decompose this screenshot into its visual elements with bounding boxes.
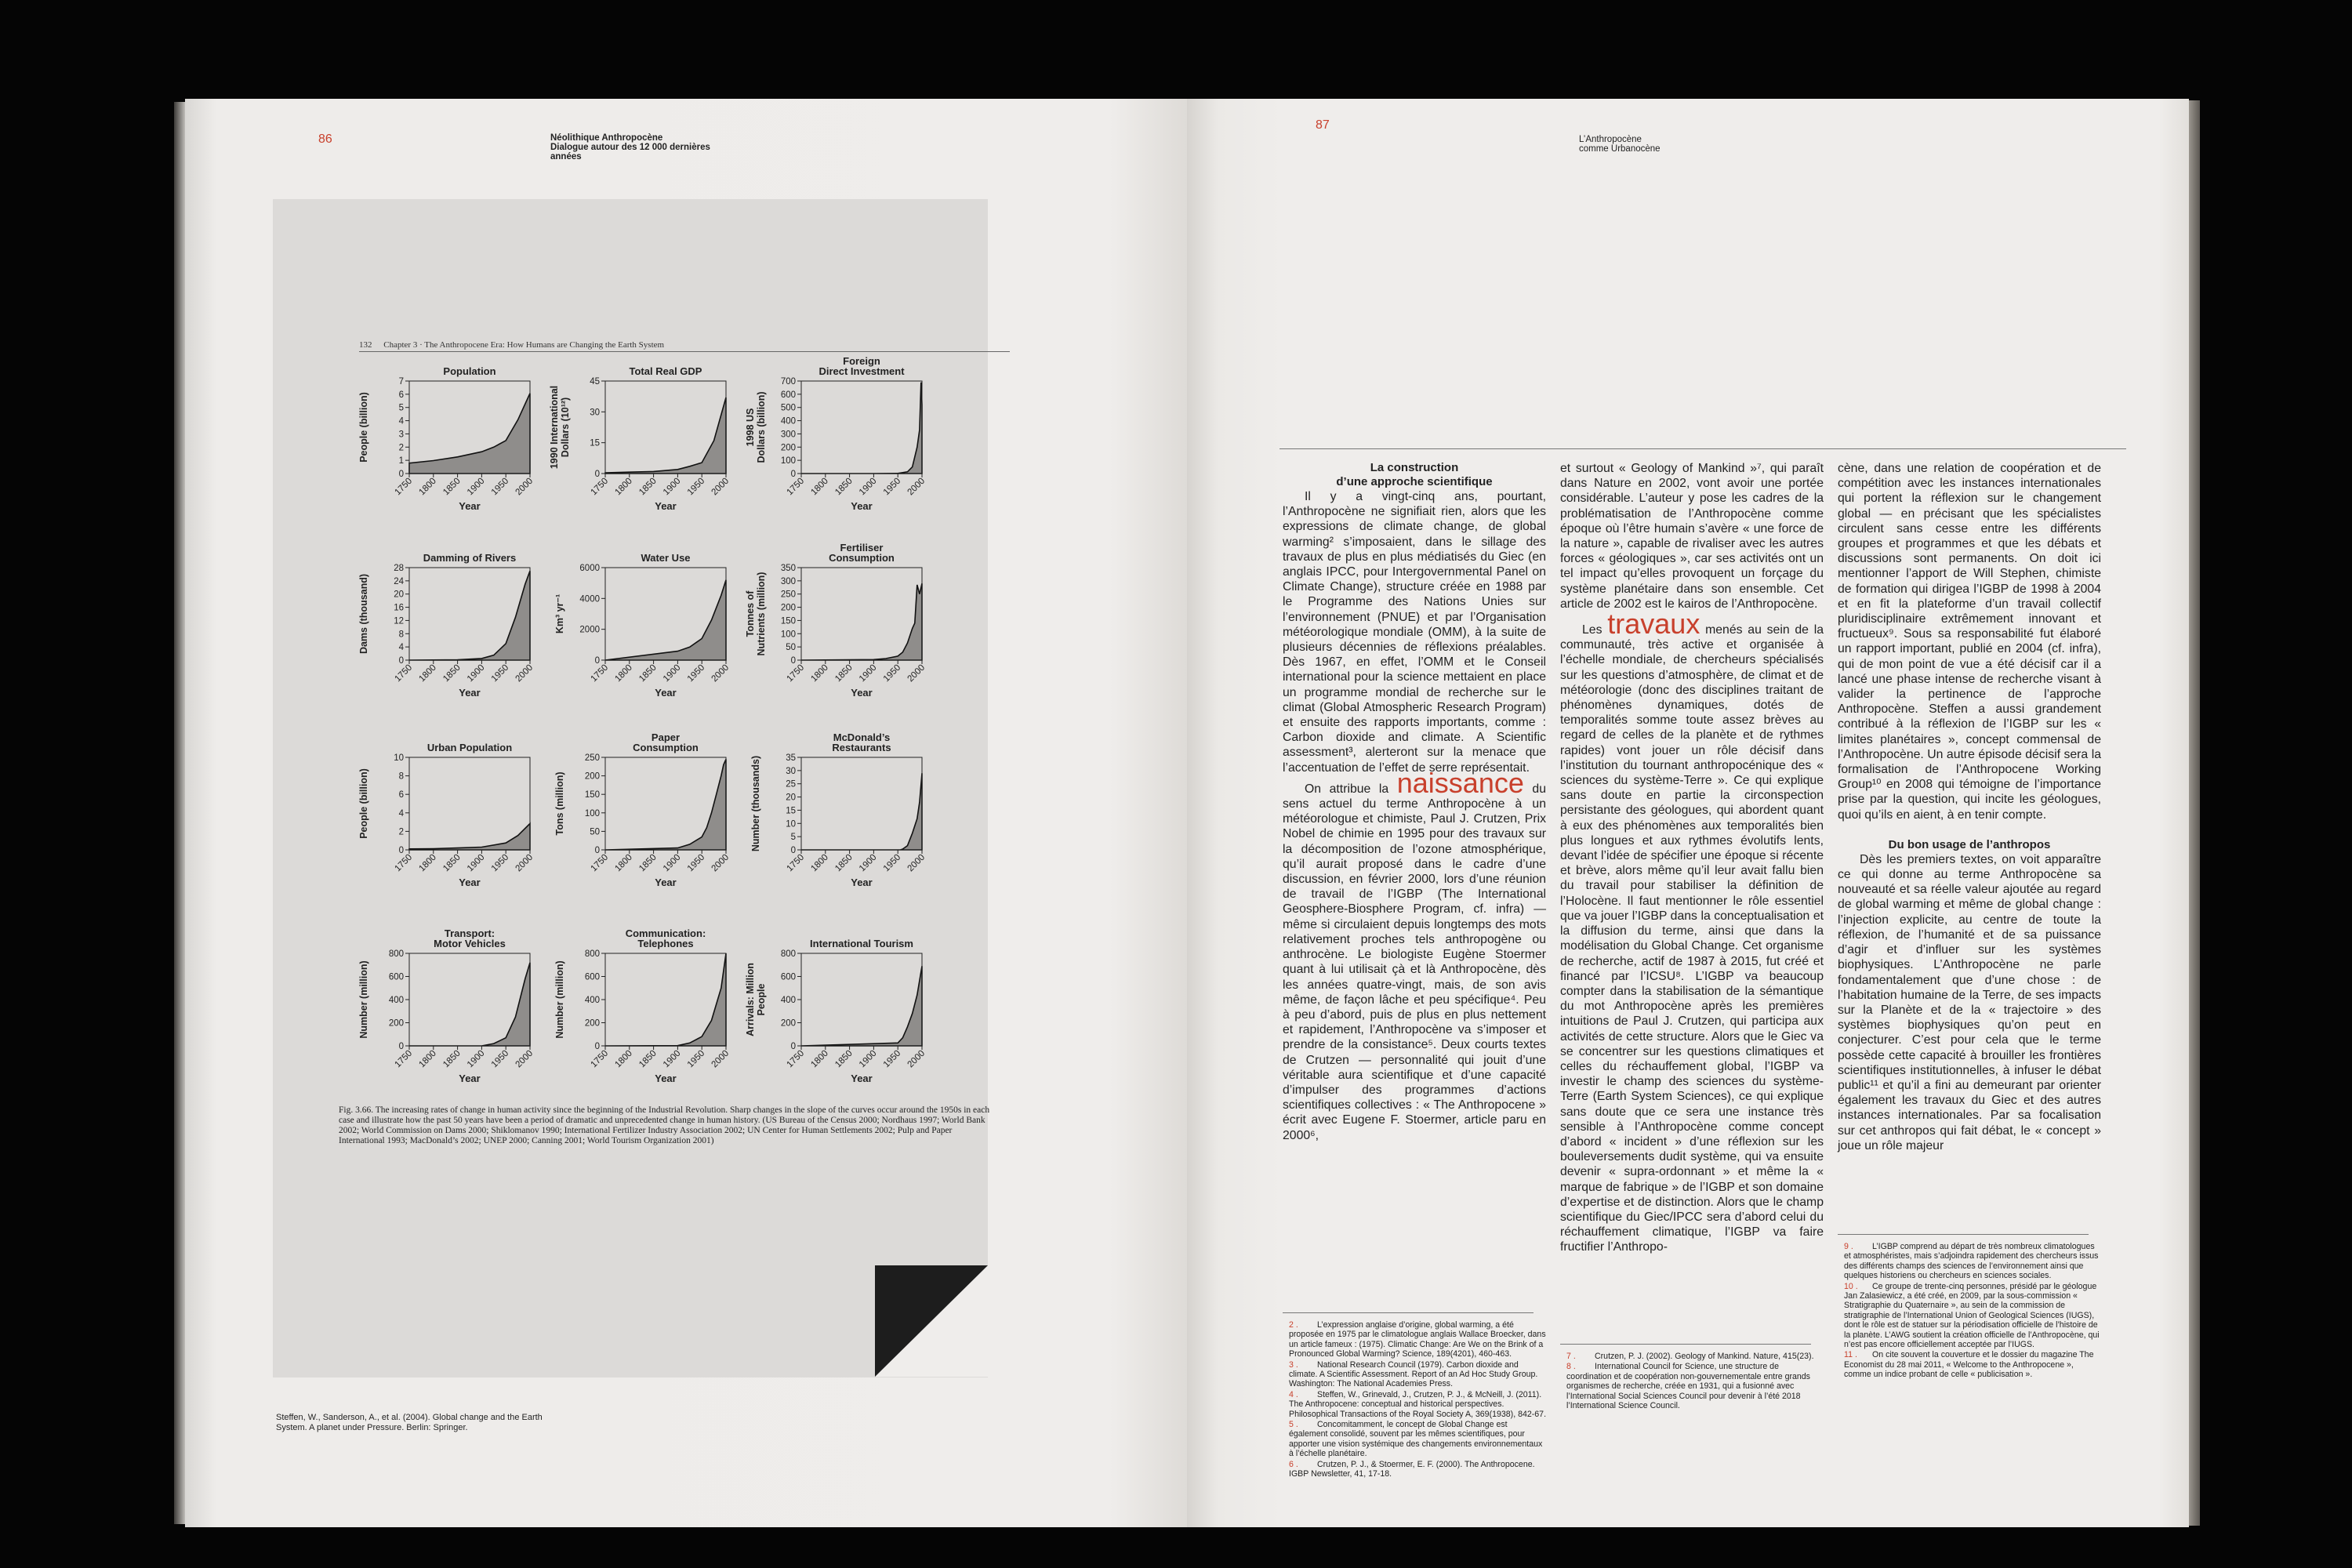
y-tick-label: 0 <box>398 470 404 479</box>
y-tick-label: 200 <box>780 443 796 453</box>
chart-title: McDonald’s <box>833 731 891 743</box>
x-tick-label: 1950 <box>881 476 903 498</box>
y-axis-label: 1990 InternationalDollars (10¹²) <box>549 385 571 470</box>
chart-title: International Tourism <box>810 938 913 949</box>
y-tick-label: 800 <box>584 949 600 959</box>
x-tick-label: 2000 <box>710 662 731 684</box>
x-tick-label: 1800 <box>417 852 438 874</box>
x-tick-label: 2000 <box>514 852 535 874</box>
chart-title: Restaurants <box>832 742 891 753</box>
y-tick-label: 6000 <box>579 564 600 573</box>
highlight-word: travaux <box>1607 608 1700 641</box>
y-tick-label: 100 <box>584 808 600 818</box>
y-tick-label: 35 <box>786 753 796 763</box>
y-tick-label: 400 <box>388 996 404 1005</box>
footnote-number: 10 . <box>1844 1281 1858 1291</box>
page-number-left: 86 <box>318 132 332 146</box>
y-axis-label: Arrivals: MillionPeople <box>745 963 767 1036</box>
y-tick-label: 0 <box>790 656 796 666</box>
x-tick-label: 1850 <box>833 476 855 498</box>
x-axis-label: Year <box>655 877 677 888</box>
footnote-rule <box>1560 1344 1811 1345</box>
y-tick-label: 200 <box>584 1018 600 1029</box>
footnote-text: Steffen, W., Grinevald, J., Crutzen, P. J., & McNeill, J. (2011). The Anthropocene: conceptual and historical perspectives. Philosophical Transactions of the Royal Society A, 369(1938), 842-67. <box>1289 1389 1547 1419</box>
y-axis-label: 1998 USDollars (billion) <box>745 391 767 463</box>
x-tick-label: 1800 <box>809 1048 830 1070</box>
y-tick-label: 8 <box>398 630 404 640</box>
x-tick-label: 1900 <box>857 1048 879 1070</box>
y-tick-label: 400 <box>780 996 796 1005</box>
footnote-text: Concomitamment, le concept de Global Change est également consolidé, souvent par les mêmes scientifiques, pour apporter une vision systémique des changements environnementaux à l’échelle planétaire. <box>1289 1420 1543 1459</box>
x-tick-label: 1750 <box>589 1048 611 1070</box>
text-column-3 <box>1838 461 2101 1153</box>
x-tick-label: 1850 <box>637 476 659 498</box>
running-head-line: Dialogue autour des 12 000 dernières <box>550 143 710 152</box>
paragraph: Il y a vingt-cinq ans, pourtant, l’Anthropocène ne signifiait rien, alors que les expressions de climate change, de global warming² s’imposaient, dans le sillage des travaux de plus en plus médiatisés du Giec (en anglais IPCC, pour Intergovernmental Panel on Climate Change), structure créée en 1988 par le Programme des Nations Unies sur l’environnement (PNUE) et par l’Organisation météorologique mondiale (OMM), à la suite de plusieurs décennies de réflexions préalables. Dès 1967, en effet, l’OMM et le Conseil international pour la science mettaient en place un programme mondial de recherche sur le climat (Global Atmospheric Research Program) et ensuite des rapports importants, comme : Carbon dioxide and climate. A Scientific assessment³, alerteront sur la menace que l’accentuation de l’effet de serre représentait. <box>1283 490 1546 775</box>
y-tick-label: 5 <box>790 833 796 843</box>
y-tick-label: 0 <box>594 846 600 855</box>
y-tick-label: 250 <box>780 590 796 600</box>
y-tick-label: 6 <box>398 390 404 400</box>
paragraph-lead: Les <box>1582 623 1602 637</box>
y-tick-label: 24 <box>394 576 404 586</box>
x-tick-label: 1900 <box>857 662 879 684</box>
y-tick-label: 350 <box>780 564 796 573</box>
x-tick-label: 1750 <box>589 476 611 498</box>
x-axis-label: Year <box>459 500 481 512</box>
paragraph <box>1283 766 1546 1143</box>
x-axis-label: Year <box>655 500 677 512</box>
x-axis-label: Year <box>851 687 873 699</box>
y-tick-label: 600 <box>388 972 404 982</box>
y-tick-label: 800 <box>388 949 404 959</box>
x-tick-label: 1900 <box>465 1048 487 1070</box>
heading-line: La construction <box>1370 461 1459 474</box>
x-tick-label: 1900 <box>465 852 487 874</box>
paragraph-lead: On attribue la <box>1305 782 1389 796</box>
footnote-number: 6 . <box>1289 1459 1298 1469</box>
y-axis-label: Number (million) <box>358 960 369 1039</box>
highlight-word: naissance <box>1396 766 1524 799</box>
y-tick-label: 200 <box>584 771 600 782</box>
y-tick-label: 250 <box>584 753 600 763</box>
page-curl-icon <box>273 199 988 1377</box>
y-tick-label: 300 <box>780 576 796 586</box>
x-tick-label: 1950 <box>881 1048 903 1070</box>
y-tick-label: 2 <box>398 827 404 837</box>
y-tick-label: 200 <box>388 1018 404 1029</box>
x-tick-label: 2000 <box>514 662 535 684</box>
x-tick-label: 2000 <box>710 852 731 874</box>
running-head-left <box>550 133 710 162</box>
x-tick-label: 1800 <box>613 476 634 498</box>
x-tick-label: 1950 <box>685 476 707 498</box>
y-tick-label: 7 <box>398 377 404 387</box>
x-tick-label: 1850 <box>833 662 855 684</box>
paragraph-text: menés au sein de la communauté, très active et organisée à l’échelle mondiale, de chercheurs spécialisés sur les questions d’atmosphère, de climat et de météorologie (donc des disciplines traitant de phénomènes dynamiques, dotés de temporalités somme toute assez brèves au regard de celles de la planète et de rythmes rapides) vont jouer un rôle décisif dans l’institution du tournant anthropocénique des « sciences du système-Terre ». Ce qui explique sans doute en partie la circonspection persistante des géologues, qui abordent quant à eux des phénomènes aux temporalités bien plus longues et aux rythmes évolutifs lents, devant l’idée de spécifier une époque si récente et brève, alors même qu’il leur avait fallu bien du travail pour stabiliser la définition de l’Holocène. Il faut mentionner le rôle essentiel que va jouer l’IGBP dans la conceptualisation et la diffusion du terme, ainsi que dans la modélisation du Global Change. Cet organisme de recherche, actif de 1987 à 2015, fut créé et financé par l’ICSU⁸. L’IGBP va beaucoup compter dans la stabilisation de la sémantique du mot Anthropocène après les premières intuitions de Paul J. Crutzen, qui participa aux activités de cette structure. Alors que le Giec va se concentrer sur les questions climatiques et celles du réchauffement global, l’IGBP va investir le champ des sciences du système-Terre (Earth System Sciences), ce qui explique sans doute que ce sera une instance très sensible à l’Anthropocène comme concept d’abord « incident » d’une réflexion sur les bouleversements dudit système, qui va ensuite devenir « supra-ordonnant » et même la « marque de fabrique » de l’IGBP et son domaine d’expertise et de distinction. Alors que le champ scientifique du Giec/IPCC sera d’abord celui du réchauffement climatique, l’IGBP va faire fructifier l’Anthropo- <box>1560 623 1824 1254</box>
footnote <box>1289 1360 1548 1389</box>
chart-title: Urban Population <box>426 742 513 753</box>
footnote-number: 11 . <box>1844 1350 1857 1360</box>
running-head-right <box>1579 135 1661 154</box>
y-tick-label: 20 <box>786 793 796 803</box>
top-rule <box>1279 448 2126 449</box>
y-tick-label: 0 <box>594 656 600 666</box>
x-axis-label: Year <box>655 687 677 699</box>
x-tick-label: 1750 <box>785 476 807 498</box>
x-axis-label: Year <box>655 1073 677 1084</box>
x-tick-label: 2000 <box>710 476 731 498</box>
y-tick-label: 600 <box>780 390 796 400</box>
x-tick-label: 1950 <box>489 1048 511 1070</box>
y-tick-label: 5 <box>398 403 404 413</box>
footnote-rule <box>1283 1312 1534 1313</box>
y-tick-label: 50 <box>590 827 600 837</box>
y-tick-label: 2 <box>398 443 404 453</box>
x-tick-label: 1800 <box>417 662 438 684</box>
footnote-text: Ce groupe de trente-cinq personnes, présidé par le géologue Jan Zalasiewicz, a été créé, en 2009, par la sous-commission « Stratigraphie du Quaternaire », au sein de la commission de stratigraphie de l’International Union of Geological Sciences (IUGS), dont le rôle est de statuer sur la périodisation officielle de l’histoire de la planète. L’AWG soutient la création officielle de l’Anthropocène, qui n’est pas encore officiellement acceptée par l’IUGS. <box>1844 1281 2100 1350</box>
footnote-rule <box>1838 1234 2089 1235</box>
y-axis-label: Number (million) <box>554 960 565 1039</box>
book-chapter-title: Chapter 3 · The Anthropocene Era: How Humans are Changing the Earth System <box>383 340 665 350</box>
x-axis-label: Year <box>459 687 481 699</box>
paragraph: Dès les premiers textes, on voit apparaître ce qui donne au terme Anthropocène sa nouveauté et sa réelle valeur ajoutée au regard de global warming et même de global change : l’injection explicite, au centre de toute la réflexion, de l’humanité et de sa puissance d’agir et d’influer sur les systèmes biophysiques. L’Anthropocène ne parle fondamentalement que d’une chose : de l’habitation humaine de la Terre, de ses impacts sur la Planète et de la « trajectoire » des systèmes biophysiques qu’on peut en conjecturer. C’est pour cela que le terme possède cette capacité à brouiller les frontières scientifiques institutionnelles, à infuser le débat public¹¹ et qu’il a fini au demeurant par orienter également les travaux du Giec et des autres instances internationales. Par sa focalisation sur cet anthropos qui fait débat, le « concept » joue un rôle majeur <box>1838 852 2101 1152</box>
x-tick-label: 1900 <box>465 476 487 498</box>
x-axis-label: Year <box>459 1073 481 1084</box>
y-tick-label: 100 <box>780 456 796 466</box>
x-tick-label: 1950 <box>685 1048 707 1070</box>
chart-title: Damming of Rivers <box>423 552 517 564</box>
x-axis-label: Year <box>851 877 873 888</box>
x-tick-label: 1850 <box>637 852 659 874</box>
y-tick-label: 800 <box>780 949 796 959</box>
y-tick-label: 6 <box>398 790 404 800</box>
x-tick-label: 1950 <box>489 476 511 498</box>
x-tick-label: 1900 <box>661 852 683 874</box>
x-tick-label: 1900 <box>465 662 487 684</box>
footnotes-column-2 <box>1566 1352 1825 1411</box>
y-tick-label: 200 <box>780 603 796 613</box>
y-axis-label: Dams (thousand) <box>358 573 369 655</box>
y-axis-label: Km³ yr⁻¹ <box>554 593 565 634</box>
footnote-text: Crutzen, P. J. (2002). Geology of Mankind. Nature, 415(23). <box>1595 1352 1814 1361</box>
chart-title: Water Use <box>641 552 691 564</box>
y-tick-label: 400 <box>780 416 796 426</box>
x-tick-label: 2000 <box>514 1048 535 1070</box>
x-tick-label: 1750 <box>393 662 415 684</box>
x-tick-label: 1750 <box>393 1048 415 1070</box>
footnote <box>1844 1350 2103 1379</box>
x-tick-label: 2000 <box>906 1048 927 1070</box>
x-tick-label: 1800 <box>809 662 830 684</box>
footnote <box>1289 1420 1548 1459</box>
y-tick-label: 50 <box>786 643 796 653</box>
y-tick-label: 15 <box>590 438 600 448</box>
x-tick-label: 1900 <box>857 476 879 498</box>
footnote-number: 7 . <box>1566 1352 1576 1361</box>
x-tick-label: 1750 <box>785 662 807 684</box>
y-tick-label: 400 <box>584 996 600 1005</box>
running-head-line: comme Urbanocène <box>1579 144 1661 154</box>
book-page-number: 132 <box>359 340 372 350</box>
footnote-text: On cite souvent la couverture et le dossier du magazine The Economist du 28 mai 2011, « Welcome to the Anthropocene », comme un indice probant de celle « publicisation ». <box>1844 1350 2094 1380</box>
x-tick-label: 1850 <box>441 662 463 684</box>
y-tick-label: 600 <box>780 972 796 982</box>
chart-title: Transport: <box>444 927 495 939</box>
y-tick-label: 4000 <box>579 594 600 604</box>
page-stack-left <box>174 102 185 1524</box>
y-tick-label: 25 <box>786 779 796 789</box>
y-tick-label: 100 <box>780 630 796 640</box>
x-tick-label: 1850 <box>637 662 659 684</box>
chart-title: Telephones <box>637 938 694 949</box>
x-tick-label: 1850 <box>441 852 463 874</box>
y-tick-label: 500 <box>780 403 796 413</box>
x-tick-label: 1800 <box>809 476 830 498</box>
y-tick-label: 200 <box>780 1018 796 1029</box>
x-tick-label: 1800 <box>613 852 634 874</box>
text-column-2 <box>1560 461 1824 1255</box>
footnote-number: 4 . <box>1289 1389 1298 1399</box>
x-tick-label: 1950 <box>881 852 903 874</box>
footnote-number: 3 . <box>1289 1359 1298 1370</box>
chart-title: Fertiliser <box>840 542 884 554</box>
chart-title: Total Real GDP <box>629 365 702 377</box>
footnote <box>1844 1242 2103 1281</box>
x-tick-label: 1850 <box>637 1048 659 1070</box>
x-tick-label: 1850 <box>441 1048 463 1070</box>
y-axis-label: Tons (million) <box>554 771 565 836</box>
y-tick-label: 12 <box>394 616 404 626</box>
x-tick-label: 1900 <box>661 476 683 498</box>
chart-title: Foreign <box>843 355 880 367</box>
x-tick-label: 1900 <box>857 852 879 874</box>
x-axis-label: Year <box>851 1073 873 1084</box>
x-tick-label: 1750 <box>589 852 611 874</box>
x-tick-label: 1750 <box>393 476 415 498</box>
y-tick-label: 0 <box>398 1042 404 1051</box>
y-tick-label: 3 <box>398 430 404 440</box>
x-tick-label: 1900 <box>661 1048 683 1070</box>
x-tick-label: 2000 <box>710 1048 731 1070</box>
x-tick-label: 1800 <box>417 1048 438 1070</box>
y-axis-label: People (billion) <box>358 392 369 463</box>
y-tick-label: 10 <box>786 819 796 829</box>
x-tick-label: 1750 <box>589 662 611 684</box>
y-tick-label: 700 <box>780 377 796 387</box>
footnote <box>1289 1460 1548 1479</box>
chart-title: Paper <box>651 731 681 743</box>
footnote-number: 9 . <box>1844 1242 1853 1251</box>
source-reference: Steffen, W., Sanderson, A., et al. (2004). Global change and the Earth System. A planet under Pressure. Berlin: Springer. <box>276 1413 543 1432</box>
y-tick-label: 45 <box>590 377 600 387</box>
x-tick-label: 1850 <box>833 1048 855 1070</box>
x-tick-label: 1800 <box>613 1048 634 1070</box>
y-tick-label: 0 <box>594 470 600 479</box>
y-tick-label: 150 <box>584 790 600 800</box>
y-tick-label: 10 <box>394 753 404 763</box>
x-tick-label: 1800 <box>613 662 634 684</box>
section-heading <box>1283 461 1546 489</box>
x-tick-label: 1750 <box>785 852 807 874</box>
y-tick-label: 20 <box>394 590 404 600</box>
running-head-line: Néolithique Anthropocène <box>550 133 663 143</box>
x-tick-label: 2000 <box>514 476 535 498</box>
chart-title: Communication: <box>625 927 706 939</box>
y-tick-label: 16 <box>394 603 404 613</box>
x-axis-label: Year <box>851 500 873 512</box>
figure-reproduction <box>273 199 988 1377</box>
y-tick-label: 15 <box>786 806 796 816</box>
paragraph <box>1560 608 1824 1255</box>
y-tick-label: 300 <box>780 430 796 440</box>
paragraph: et surtout « Geology of Mankind »⁷, qui paraît dans Nature en 2002, vont avoir une portée considérable. L’auteur y pose les cadres de la problématisation de l’Anthropocène comme époque où l’être humain s’avère « une force de la nature », capable de rivaliser avec les autres forces « géologiques », car ses activités ont un tel impact qu’elles provoquent un forçage du système planétaire dans son ensemble. Cet article de 2002 est le kairos de l’Anthropocène. <box>1560 462 1824 611</box>
heading-line: d’une approche scientifique <box>1336 475 1493 488</box>
chart-title: Population <box>443 365 496 377</box>
footnotes-column-1 <box>1289 1320 1548 1480</box>
y-axis-label: Number (thousands) <box>750 755 761 852</box>
y-tick-label: 30 <box>786 766 796 776</box>
x-tick-label: 1900 <box>661 662 683 684</box>
right-page <box>1187 99 2189 1527</box>
y-tick-label: 4 <box>398 416 404 426</box>
y-tick-label: 0 <box>790 470 796 479</box>
y-tick-label: 28 <box>394 564 404 573</box>
x-tick-label: 2000 <box>906 476 927 498</box>
left-page <box>185 99 1187 1527</box>
y-axis-label: People (billion) <box>358 768 369 839</box>
footnote-number: 8 . <box>1566 1362 1576 1372</box>
figure-caption: Fig. 3.66. The increasing rates of change in human activity since the beginning of the Industrial Revolution. Sharp changes in the slope of the curves occur around the 1950s in each case and illustrate how the past 50 years have been a period of dramatic and unprecedented change in human history. (US Bureau of the Census 2000; Nordhaus 1997; World Bank 2002; World Commission on Dams 2000; Shiklomanov 1990; International Fertilizer Industry Association 2002; UN Center for Human Settlements 2002; Pulp and Paper International 1993; MacDonald’s 2002; UNEP 2000; Canning 2001; World Tourism Organization 2001) <box>339 1105 990 1145</box>
x-tick-label: 1850 <box>833 852 855 874</box>
y-tick-label: 4 <box>398 808 404 818</box>
x-tick-label: 1750 <box>393 852 415 874</box>
y-tick-label: 0 <box>594 1042 600 1051</box>
footnote <box>1844 1282 2103 1350</box>
paragraph: cène, dans une relation de coopération et de compétition avec les instances internationales qui portent la réflexion sur le changement global — en précisant que les spécialistes circulent sans cesse entre les différents groupes et programmes et que les débats et discussions sont permanents. On doit ici mentionner l’apport de Will Stephen, chimiste de formation qui dirigea l’IGBP de 1998 à 2004 et en fit la plateforme d’un travail collectif pluridisciplinaire extrêmement innovant et fructueux⁹. Sous sa responsabilité fut élaboré un rapport important, publié en 2004 (cf. infra), qui de mon point de vue a été décisif car il a lancé une phase intense de recherche visant à valider la pertinence de l’approche Anthropocène. Steffen a aussi grandement contribué à la réflexion de l’IGBP sur les « limites planétaires », concept commensal de l’Anthropocène. Un autre épisode décisif sera la formalisation de l’Anthropocene Working Group¹⁰ en 2008 qui témoigne de l’importance prise par la question, qui incite les géologues, quoi qu’ils en aient, à en tenir compte. <box>1838 462 2101 822</box>
footnote-text: Crutzen, P. J., & Stoermer, E. F. (2000). The Anthropocene. IGBP Newsletter, 41, 17-18. <box>1289 1459 1535 1479</box>
y-tick-label: 30 <box>590 408 600 418</box>
chart-title: Consumption <box>633 742 699 753</box>
x-tick-label: 1800 <box>417 476 438 498</box>
x-tick-label: 1950 <box>881 662 903 684</box>
chart-title: Direct Investment <box>818 365 905 377</box>
running-head-line: années <box>550 152 582 162</box>
x-tick-label: 1950 <box>489 662 511 684</box>
running-head-line: L’Anthropocène <box>1579 135 1642 144</box>
y-tick-label: 0 <box>790 1042 796 1051</box>
chart-title: Motor Vehicles <box>434 938 506 949</box>
footnote-text: National Research Council (1979). Carbon dioxide and climate. A Scientific Assessment. Report of an Ad Hoc Study Group. Washington: The National Academies Press. <box>1289 1359 1538 1389</box>
x-tick-label: 1950 <box>685 662 707 684</box>
x-tick-label: 1800 <box>809 852 830 874</box>
text-column-1 <box>1283 461 1546 1143</box>
x-tick-label: 2000 <box>906 662 927 684</box>
page-number-right: 87 <box>1316 118 1330 132</box>
y-tick-label: 0 <box>398 846 404 855</box>
x-tick-label: 1850 <box>441 476 463 498</box>
y-tick-label: 150 <box>780 616 796 626</box>
footnotes-column-3 <box>1844 1242 2103 1381</box>
y-tick-label: 2000 <box>579 625 600 635</box>
footnote-text: International Council for Science, une structure de coordination et de coopération non-gouvernementale entre grands organismes de recherche, créée en 1931, qui a fusionné avec l’International Social Sciences Council pour devenir à l’été 2018 l’International Science Council. <box>1566 1362 1810 1411</box>
footnote-text: L’IGBP comprend au départ de très nombreux climatologues et atmosphéristes, mais s’adjoindra rapidement des chercheurs issus des différents champs des sciences de l’environnement ainsi que quelques historiens ou chercheurs en sciences sociales. <box>1844 1242 2099 1281</box>
y-tick-label: 0 <box>790 846 796 855</box>
y-tick-label: 8 <box>398 771 404 782</box>
footnote <box>1289 1320 1548 1359</box>
footnote-number: 5 . <box>1289 1420 1298 1430</box>
x-tick-label: 1950 <box>685 852 707 874</box>
x-tick-label: 2000 <box>906 852 927 874</box>
footnote <box>1566 1352 1825 1361</box>
y-tick-label: 4 <box>398 643 404 653</box>
paragraph-text: du sens actuel du terme Anthropocène à un météorologue et chimiste, Paul J. Crutzen, Prix Nobel de chimie en 1995 pour des travaux sur la décomposition de l’ozone atmosphérique, qu’il aurait proposé dans le cadre d’une discussion, en février 2000, lors d’une réunion de travail de l’IGBP (The International Geosphere-Biosphere Program, cf. infra) — même si circulaient depuis longtemps des mots relativement proches tels anthropogène ou anthrocène. Le biologiste Eugène Stoermer quant à lui utilisait çà et là Anthropocène, dès les années quatre-vingt, mais, de son avis même, de façon lâche et peu spécifique⁴. Peu à peu d’abord, puis de plus en plus nettement et rapidement, l’Anthropocène va s’imposer et prendre de la consistance⁵. Deux courts textes de Crutzen — personnalité qui jouit d’une véritable aura scientifique et d’une capacité d’impulser des programmes d’actions scientifiques collectives : « The Anthropocene » écrit avec Eugene F. Stoermer, article paru en 2000⁶, <box>1283 782 1546 1142</box>
y-axis-label: Tonnes ofNutrients (million) <box>745 572 767 656</box>
section-heading: Du bon usage de l’anthropos <box>1888 837 2051 851</box>
x-tick-label: 1750 <box>785 1048 807 1070</box>
page-stack-right <box>2189 100 2200 1526</box>
footnote <box>1566 1362 1825 1410</box>
footnote-text: L’expression anglaise d’origine, global warming, a été proposée en 1975 par le climatologue anglais Wallace Broecker, dans un article fameux : (1975). Climatic Change: Are We on the Brink of a Pronounced Global Warming? Science, 189(4201), 460-463. <box>1289 1320 1546 1359</box>
y-tick-label: 0 <box>398 656 404 666</box>
footnote <box>1289 1390 1548 1419</box>
y-tick-label: 600 <box>584 972 600 982</box>
x-tick-label: 1950 <box>489 852 511 874</box>
footnote-number: 2 . <box>1289 1320 1298 1330</box>
x-axis-label: Year <box>459 877 481 888</box>
y-tick-label: 1 <box>398 456 404 466</box>
chart-title: Consumption <box>829 552 895 564</box>
